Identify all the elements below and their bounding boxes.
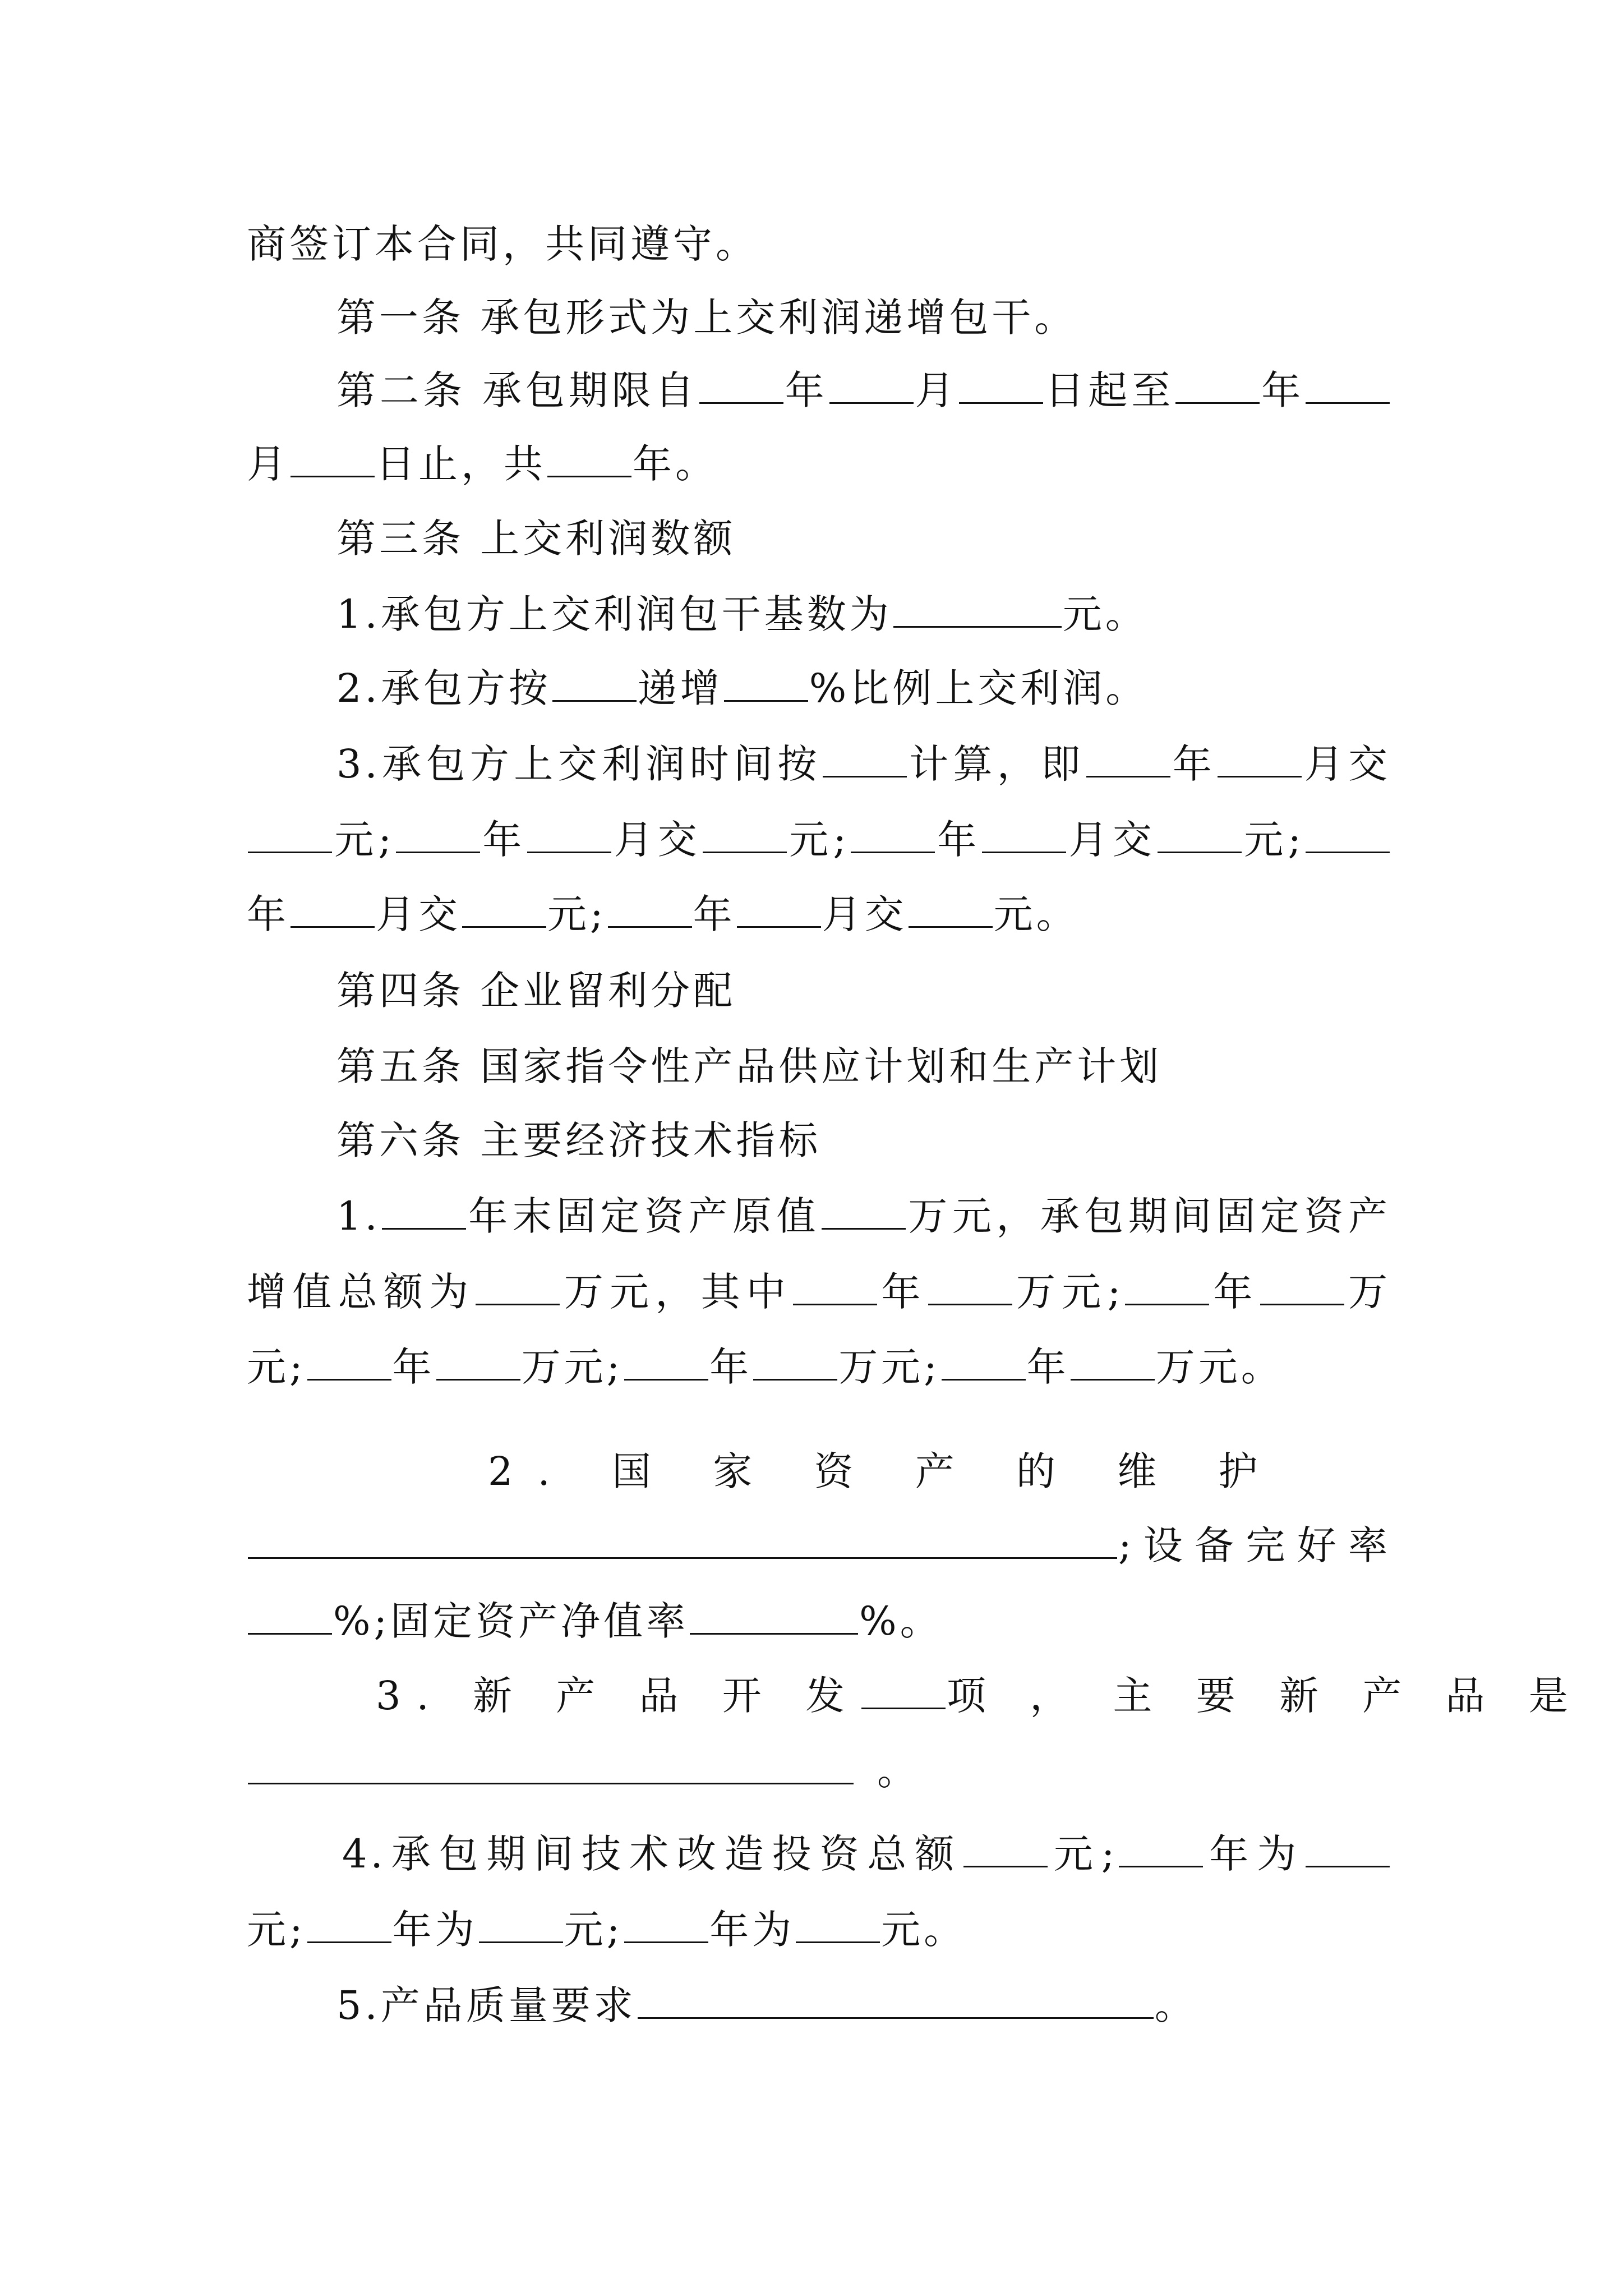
blank-line [793, 1271, 877, 1305]
blank-line [959, 370, 1043, 404]
blank-line [248, 1750, 854, 1784]
blank-line [823, 743, 907, 777]
text-fragment: 万 [1345, 1269, 1391, 1315]
article-6-item-5 [336, 1975, 1391, 2036]
blank-line [829, 370, 914, 404]
text-fragment: 。 [877, 1748, 920, 1794]
text-fragment: 月交 [822, 891, 907, 937]
article-6-item-1-line-3 [247, 1336, 1391, 1398]
blank-line [479, 1909, 563, 1943]
blank-line [1175, 370, 1260, 404]
article-6-title [336, 1110, 1391, 1171]
blank-line [822, 1195, 906, 1230]
blank-line [1071, 1346, 1155, 1381]
blank-line [462, 894, 546, 928]
text-fragment: 年 [693, 891, 736, 937]
text-fragment: 年 [936, 817, 981, 863]
article-5 [336, 1036, 1391, 1097]
blank-line [703, 819, 787, 853]
blank-line [1306, 1833, 1390, 1867]
text-fragment: 万元; [521, 1344, 624, 1390]
blank-line [1218, 743, 1302, 777]
blank-line [690, 1600, 858, 1635]
blank-line [796, 1909, 880, 1943]
blank-line [982, 819, 1066, 853]
text-fragment: 。 [1154, 1982, 1197, 2028]
text-fragment: 年 [1210, 1269, 1259, 1315]
blank-line [699, 370, 783, 404]
blank-line [396, 819, 480, 853]
text-fragment: 月 [914, 367, 958, 413]
text-fragment: 5.产品质量要求 [336, 1982, 637, 2028]
blank-line [248, 1600, 332, 1635]
article-6-item-4-line-1 [342, 1823, 1391, 1885]
blank-line [1306, 819, 1390, 853]
blank-line [963, 1833, 1048, 1867]
text-fragment: 元; [333, 817, 395, 863]
blank-line [893, 593, 1062, 628]
blank-line [624, 1346, 708, 1381]
text-fragment: 年 [709, 1344, 753, 1390]
text-fragment: 月交 [612, 817, 702, 863]
article-4 [336, 960, 1391, 1022]
blank-line [753, 1346, 837, 1381]
text-fragment: ;设备完好率 [1118, 1522, 1391, 1568]
text-fragment: 月 [247, 441, 289, 487]
text-fragment: 元。 [993, 891, 1079, 937]
blank-line [248, 819, 332, 853]
text-fragment: 年 [878, 1269, 927, 1315]
blank-line [638, 1985, 1154, 2019]
blank-line [547, 443, 631, 477]
blank-line [1260, 1271, 1344, 1305]
blank-line [291, 894, 375, 928]
blank-line [909, 894, 993, 928]
blank-line [942, 1346, 1026, 1381]
text-fragment: 年为 [709, 1907, 795, 1953]
text-fragment: 年为 [1204, 1831, 1304, 1877]
blank-line [928, 1271, 1012, 1305]
text-fragment: 万元，承包期间固定资产 [906, 1193, 1391, 1239]
article-6-item-4-line-2 [247, 1899, 1391, 1961]
blank-line [724, 668, 808, 702]
blank-line [291, 443, 375, 477]
blank-line [527, 819, 611, 853]
blank-line [248, 1525, 1117, 1559]
text-fragment: 万元。 [1155, 1344, 1284, 1390]
text-fragment: 年 [481, 817, 527, 863]
text-fragment: 日起至 [1044, 367, 1175, 413]
text-fragment: 商签订本合同，共同遵守。 [247, 221, 758, 267]
text-fragment: 年 [392, 1344, 435, 1390]
text-fragment: 3.承包方上交利润时间按 [336, 741, 822, 787]
article-6-item-2-line-3 [247, 1590, 1391, 1652]
article-1 [336, 287, 1391, 348]
text-fragment: 元; [788, 817, 850, 863]
text-fragment: 元; [1049, 1831, 1118, 1877]
text-fragment: %。 [859, 1598, 943, 1644]
text-fragment: 3. 新 产 品 开 发 [376, 1673, 861, 1719]
text-fragment: 第四条 企业留利分配 [336, 968, 736, 1014]
text-fragment: 计算，即 [907, 741, 1085, 787]
text-fragment: 年为 [392, 1907, 478, 1953]
text-fragment: 年 [784, 367, 828, 413]
blank-line [307, 1909, 391, 1943]
text-fragment: 第二条 承包期限自 [336, 367, 698, 413]
text-fragment: %;固定资产净值率 [333, 1598, 689, 1644]
article-3-item-1 [336, 583, 1391, 645]
blank-line [624, 1909, 708, 1943]
blank-line [608, 894, 692, 928]
blank-line [1125, 1271, 1209, 1305]
article-6-item-1-line-2 [247, 1261, 1391, 1323]
text-fragment: 2. 国 家 资 产 的 维 护 [488, 1448, 1283, 1494]
text-fragment: 2.承包方按 [336, 665, 551, 711]
text-fragment: 万元; [1013, 1269, 1124, 1315]
text-fragment: 增值总额为 [247, 1269, 475, 1315]
article-6-item-3-line-1 [376, 1665, 1584, 1727]
text-fragment: 元。 [881, 1907, 967, 1953]
blank-line [1306, 370, 1390, 404]
text-fragment: 第六条 主要经济技术指标 [336, 1117, 822, 1163]
text-fragment: 年 [1026, 1344, 1069, 1390]
blank-line [737, 894, 821, 928]
text-fragment: 年。 [633, 441, 718, 487]
text-fragment: 月交 [1303, 741, 1391, 787]
text-fragment: 月交 [376, 891, 461, 937]
blank-line [861, 1675, 946, 1709]
article-3-item-3-line-3 [247, 884, 1391, 945]
text-fragment: 月交 [1067, 817, 1157, 863]
text-fragment: 万元; [838, 1344, 940, 1390]
blank-line [307, 1346, 391, 1381]
article-3-item-3-line-2 [247, 809, 1391, 871]
text-fragment: 递增 [637, 665, 723, 711]
text-line-1 [247, 213, 1391, 275]
text-fragment: 年 [247, 891, 289, 937]
text-fragment: 1.承包方上交利润包干基数为 [336, 591, 892, 637]
text-fragment: 年末固定资产原值 [467, 1193, 820, 1239]
article-6-item-2-line-1 [488, 1441, 1391, 1502]
text-fragment: 元; [247, 1344, 306, 1390]
article-6-item-3-line-2 [247, 1740, 1391, 1802]
text-fragment: 第五条 国家指令性产品供应计划和生产计划 [336, 1043, 1163, 1089]
text-fragment: 年 [1171, 741, 1217, 787]
text-fragment: 元; [564, 1907, 624, 1953]
blank-line [1086, 743, 1170, 777]
text-fragment: %比例上交利润。 [809, 665, 1149, 711]
blank-line [476, 1271, 560, 1305]
text-fragment: 元; [247, 1907, 306, 1953]
text-fragment: 年 [1261, 367, 1305, 413]
text-fragment: 元; [1243, 817, 1305, 863]
blank-line [436, 1346, 520, 1381]
text-fragment: 第三条 上交利润数额 [336, 516, 736, 562]
article-6-item-1-line-1 [336, 1185, 1391, 1247]
article-6-item-2-line-2 [247, 1515, 1391, 1576]
text-fragment: 元; [547, 891, 607, 937]
text-fragment: 1. [336, 1193, 381, 1239]
text-fragment: 日止，共 [376, 441, 546, 487]
article-2-line-2 [247, 433, 1391, 495]
blank-line [382, 1195, 466, 1230]
article-3-item-2 [336, 657, 1391, 719]
text-fragment: 4.承包期间技术改造投资总额 [342, 1831, 963, 1877]
article-3-title [336, 508, 1391, 569]
article-3-item-3-line-1 [336, 733, 1391, 795]
blank-line [851, 819, 935, 853]
article-2-line-1 [336, 360, 1391, 421]
text-fragment: 项 ， 主 要 新 产 品 是 [947, 1673, 1584, 1719]
blank-line [1158, 819, 1242, 853]
blank-line [552, 668, 637, 702]
blank-line [1119, 1833, 1203, 1867]
text-fragment: 第一条 承包形式为上交利润递增包干。 [336, 295, 1077, 341]
text-fragment: 万元，其中 [561, 1269, 792, 1315]
text-fragment: 元。 [1062, 591, 1148, 637]
